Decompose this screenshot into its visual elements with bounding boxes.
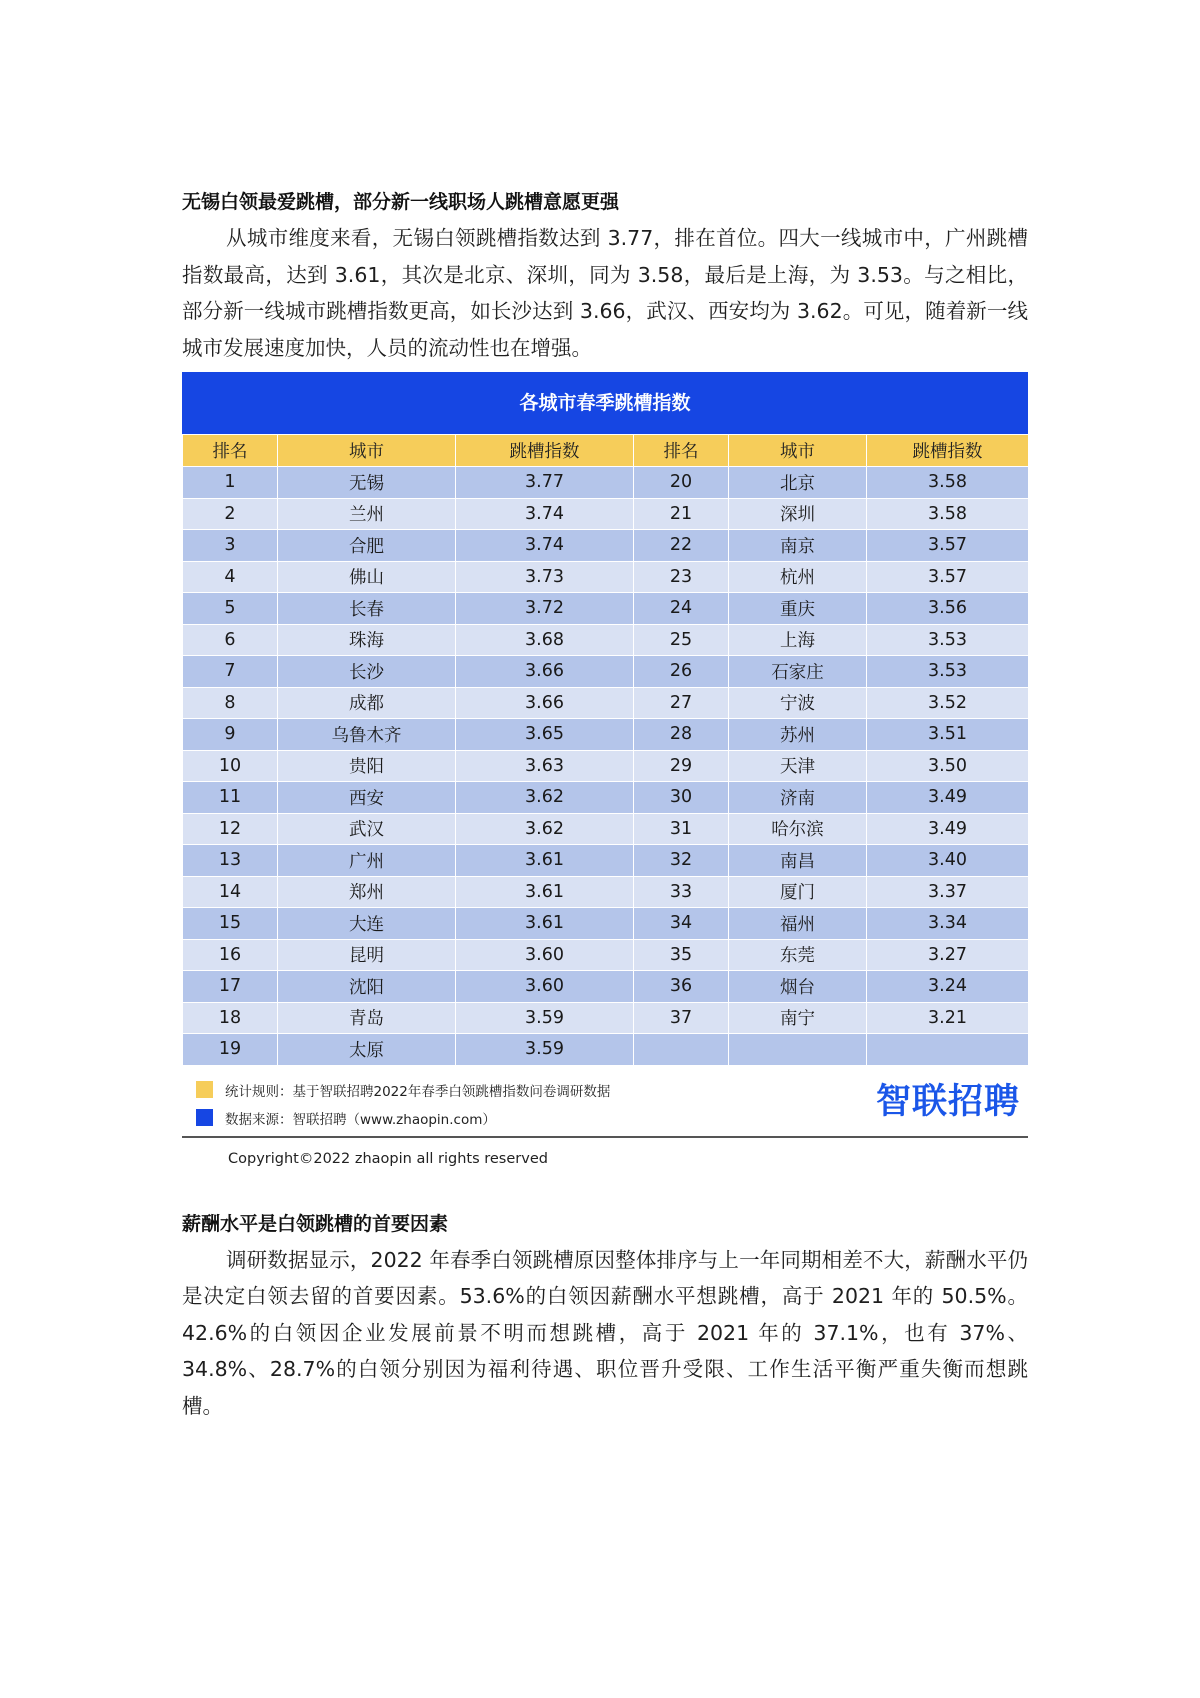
- cell-city: 兰州: [278, 498, 456, 530]
- cell-city: 昆明: [278, 939, 456, 971]
- cell-rank: 12: [183, 813, 278, 845]
- cell-rank: 26: [634, 656, 729, 688]
- table-row: [183, 1002, 1029, 1034]
- cell-index: 3.62: [456, 782, 634, 814]
- cell-rank: 14: [183, 876, 278, 908]
- cell-index: 3.58: [867, 467, 1029, 499]
- cell-index: 3.57: [867, 561, 1029, 593]
- cell-index: 3.34: [867, 908, 1029, 940]
- cell-rank: 21: [634, 498, 729, 530]
- table-row: [183, 561, 1029, 593]
- cell-index: 3.61: [456, 876, 634, 908]
- city-index-table: [182, 434, 1029, 1066]
- cell-city: 深圳: [729, 498, 867, 530]
- cell-city: 青岛: [278, 1002, 456, 1034]
- table-legend: [182, 1066, 1028, 1136]
- legend-source: [196, 1108, 496, 1128]
- cell-city: 大连: [278, 908, 456, 940]
- legend-rule-text: 统计规则：基于智联招聘2022年春季白领跳槽指数问卷调研数据: [225, 1083, 611, 1100]
- header-rank: 排名: [183, 435, 278, 467]
- section-2: [182, 1206, 1028, 1425]
- table-row: [183, 908, 1029, 940]
- cell-index: 3.73: [456, 561, 634, 593]
- cell-rank: 29: [634, 750, 729, 782]
- table-header-row: [183, 435, 1029, 467]
- cell-city: 广州: [278, 845, 456, 877]
- cell-city: 长沙: [278, 656, 456, 688]
- cell-city: 天津: [729, 750, 867, 782]
- cell-rank: 28: [634, 719, 729, 751]
- cell-index: 3.62: [456, 813, 634, 845]
- cell-index: 3.66: [456, 687, 634, 719]
- cell-index: 3.50: [867, 750, 1029, 782]
- section-paragraph: 调研数据显示，2022 年春季白领跳槽原因整体排序与上一年同期相差不大，薪酬水平仍是决定白领去留的首要因素。53.6%的白领因薪酬水平想跳槽，高于 2021 年的 50.5%。42.6%的白领因企业发展前景不明而想跳槽，高于 2021 年的 37.1%，也有 37%、34.8%、28.7%的白领分别因为福利待遇、职位晋升受限、工作生活平衡严重失衡而想跳槽。: [182, 1247, 1028, 1418]
- section-paragraph: 从城市维度来看，无锡白领跳槽指数达到 3.77，排在首位。四大一线城市中，广州跳槽指数最高，达到 3.61，其次是北京、深圳，同为 3.58，最后是上海，为 3.53。与之相比，部分新一线城市跳槽指数更高，如长沙达到 3.66，武汉、西安均为 3.62。可见，随着新一线城市发展速度加快，人员的流动性也在增强。: [182, 226, 1028, 360]
- cell-city: 北京: [729, 467, 867, 499]
- cell-city: 太原: [278, 1034, 456, 1066]
- cell-rank: 1: [183, 467, 278, 499]
- document-body: [182, 184, 1028, 1424]
- cell-city: 石家庄: [729, 656, 867, 688]
- cell-city: 杭州: [729, 561, 867, 593]
- legend-rule: [196, 1080, 610, 1100]
- yellow-square-icon: [196, 1081, 213, 1098]
- cell-index: 3.61: [456, 908, 634, 940]
- cell-index: 3.60: [456, 971, 634, 1003]
- zhaopin-logo: 智联招聘: [875, 1081, 1020, 1122]
- cell-index: 3.53: [867, 656, 1029, 688]
- cell-index: 3.72: [456, 593, 634, 625]
- cell-rank: 27: [634, 687, 729, 719]
- cell-index: 3.51: [867, 719, 1029, 751]
- header-index: 跳槽指数: [867, 435, 1029, 467]
- cell-city: 东莞: [729, 939, 867, 971]
- cell-rank: 24: [634, 593, 729, 625]
- cell-rank: 18: [183, 1002, 278, 1034]
- cell-rank: 35: [634, 939, 729, 971]
- cell-city: 南昌: [729, 845, 867, 877]
- cell-city: 无锡: [278, 467, 456, 499]
- cell-rank: 5: [183, 593, 278, 625]
- table-row: [183, 750, 1029, 782]
- cell-city: 重庆: [729, 593, 867, 625]
- cell-rank: 9: [183, 719, 278, 751]
- cell-city: 福州: [729, 908, 867, 940]
- table-row: [183, 782, 1029, 814]
- cell-city: 哈尔滨: [729, 813, 867, 845]
- table-row: [183, 845, 1029, 877]
- cell-index: 3.68: [456, 624, 634, 656]
- cell-rank: 22: [634, 530, 729, 562]
- cell-rank: 31: [634, 813, 729, 845]
- cell-index: 3.60: [456, 939, 634, 971]
- cell-rank: 34: [634, 908, 729, 940]
- cell-index: 3.66: [456, 656, 634, 688]
- cell-index: 3.24: [867, 971, 1029, 1003]
- divider: [182, 1136, 1028, 1138]
- header-index: 跳槽指数: [456, 435, 634, 467]
- legend-source-text: 数据来源：智联招聘（www.zhaopin.com）: [225, 1111, 496, 1128]
- cell-rank: 20: [634, 467, 729, 499]
- cell-rank: 16: [183, 939, 278, 971]
- cell-city: 苏州: [729, 719, 867, 751]
- cell-index: 3.37: [867, 876, 1029, 908]
- cell-rank: 11: [183, 782, 278, 814]
- table-row: [183, 813, 1029, 845]
- cell-city: 贵阳: [278, 750, 456, 782]
- table-row: [183, 498, 1029, 530]
- cell-city: 烟台: [729, 971, 867, 1003]
- table-row: [183, 656, 1029, 688]
- table-row: [183, 876, 1029, 908]
- cell-index: 3.59: [456, 1034, 634, 1066]
- cell-rank: 19: [183, 1034, 278, 1066]
- table-row: [183, 1034, 1029, 1066]
- cell-city: 南京: [729, 530, 867, 562]
- cell-index: 3.52: [867, 687, 1029, 719]
- cell-index: 3.53: [867, 624, 1029, 656]
- cell-city: 西安: [278, 782, 456, 814]
- cell-city: 南宁: [729, 1002, 867, 1034]
- table-row: [183, 624, 1029, 656]
- cell-city: [729, 1034, 867, 1066]
- cell-index: 3.49: [867, 813, 1029, 845]
- cell-index: 3.63: [456, 750, 634, 782]
- cell-city: 沈阳: [278, 971, 456, 1003]
- table-row: [183, 939, 1029, 971]
- blue-square-icon: [196, 1109, 213, 1126]
- cell-city: 济南: [729, 782, 867, 814]
- cell-rank: 36: [634, 971, 729, 1003]
- cell-city: 武汉: [278, 813, 456, 845]
- cell-city: 珠海: [278, 624, 456, 656]
- header-city: 城市: [729, 435, 867, 467]
- cell-rank: 17: [183, 971, 278, 1003]
- cell-rank: 4: [183, 561, 278, 593]
- cell-rank: 23: [634, 561, 729, 593]
- cell-rank: 3: [183, 530, 278, 562]
- cell-rank: 33: [634, 876, 729, 908]
- cell-city: 合肥: [278, 530, 456, 562]
- cell-index: 3.27: [867, 939, 1029, 971]
- table-row: [183, 593, 1029, 625]
- cell-index: 3.56: [867, 593, 1029, 625]
- cell-rank: 15: [183, 908, 278, 940]
- cell-index: 3.74: [456, 530, 634, 562]
- table-row: [183, 971, 1029, 1003]
- cell-city: 宁波: [729, 687, 867, 719]
- table-row: [183, 719, 1029, 751]
- cell-rank: 13: [183, 845, 278, 877]
- cell-index: 3.58: [867, 498, 1029, 530]
- section-heading: 薪酬水平是白领跳槽的首要因素: [182, 1212, 449, 1235]
- header-city: 城市: [278, 435, 456, 467]
- cell-rank: 8: [183, 687, 278, 719]
- cell-index: 3.61: [456, 845, 634, 877]
- cell-index: 3.57: [867, 530, 1029, 562]
- cell-rank: 7: [183, 656, 278, 688]
- table-title: 各城市春季跳槽指数: [182, 372, 1028, 434]
- section-heading: 无锡白领最爱跳槽，部分新一线职场人跳槽意愿更强: [182, 191, 620, 213]
- cell-rank: 30: [634, 782, 729, 814]
- cell-rank: [634, 1034, 729, 1066]
- cell-rank: 32: [634, 845, 729, 877]
- table-body: [183, 467, 1029, 1066]
- copyright: Copyright©2022 zhaopin all rights reserved: [228, 1150, 548, 1167]
- cell-city: 厦门: [729, 876, 867, 908]
- cell-index: 3.65: [456, 719, 634, 751]
- cell-city: 成都: [278, 687, 456, 719]
- table-row: [183, 467, 1029, 499]
- city-index-figure: [182, 372, 1028, 1174]
- cell-rank: 37: [634, 1002, 729, 1034]
- cell-rank: 6: [183, 624, 278, 656]
- cell-city: 长春: [278, 593, 456, 625]
- cell-rank: 10: [183, 750, 278, 782]
- cell-index: [867, 1034, 1029, 1066]
- cell-index: 3.77: [456, 467, 634, 499]
- cell-city: 佛山: [278, 561, 456, 593]
- header-rank: 排名: [634, 435, 729, 467]
- cell-city: 郑州: [278, 876, 456, 908]
- cell-index: 3.74: [456, 498, 634, 530]
- cell-index: 3.59: [456, 1002, 634, 1034]
- cell-rank: 25: [634, 624, 729, 656]
- cell-index: 3.21: [867, 1002, 1029, 1034]
- cell-rank: 2: [183, 498, 278, 530]
- cell-city: 上海: [729, 624, 867, 656]
- table-row: [183, 530, 1029, 562]
- cell-city: 乌鲁木齐: [278, 719, 456, 751]
- cell-index: 3.49: [867, 782, 1029, 814]
- cell-index: 3.40: [867, 845, 1029, 877]
- table-row: [183, 687, 1029, 719]
